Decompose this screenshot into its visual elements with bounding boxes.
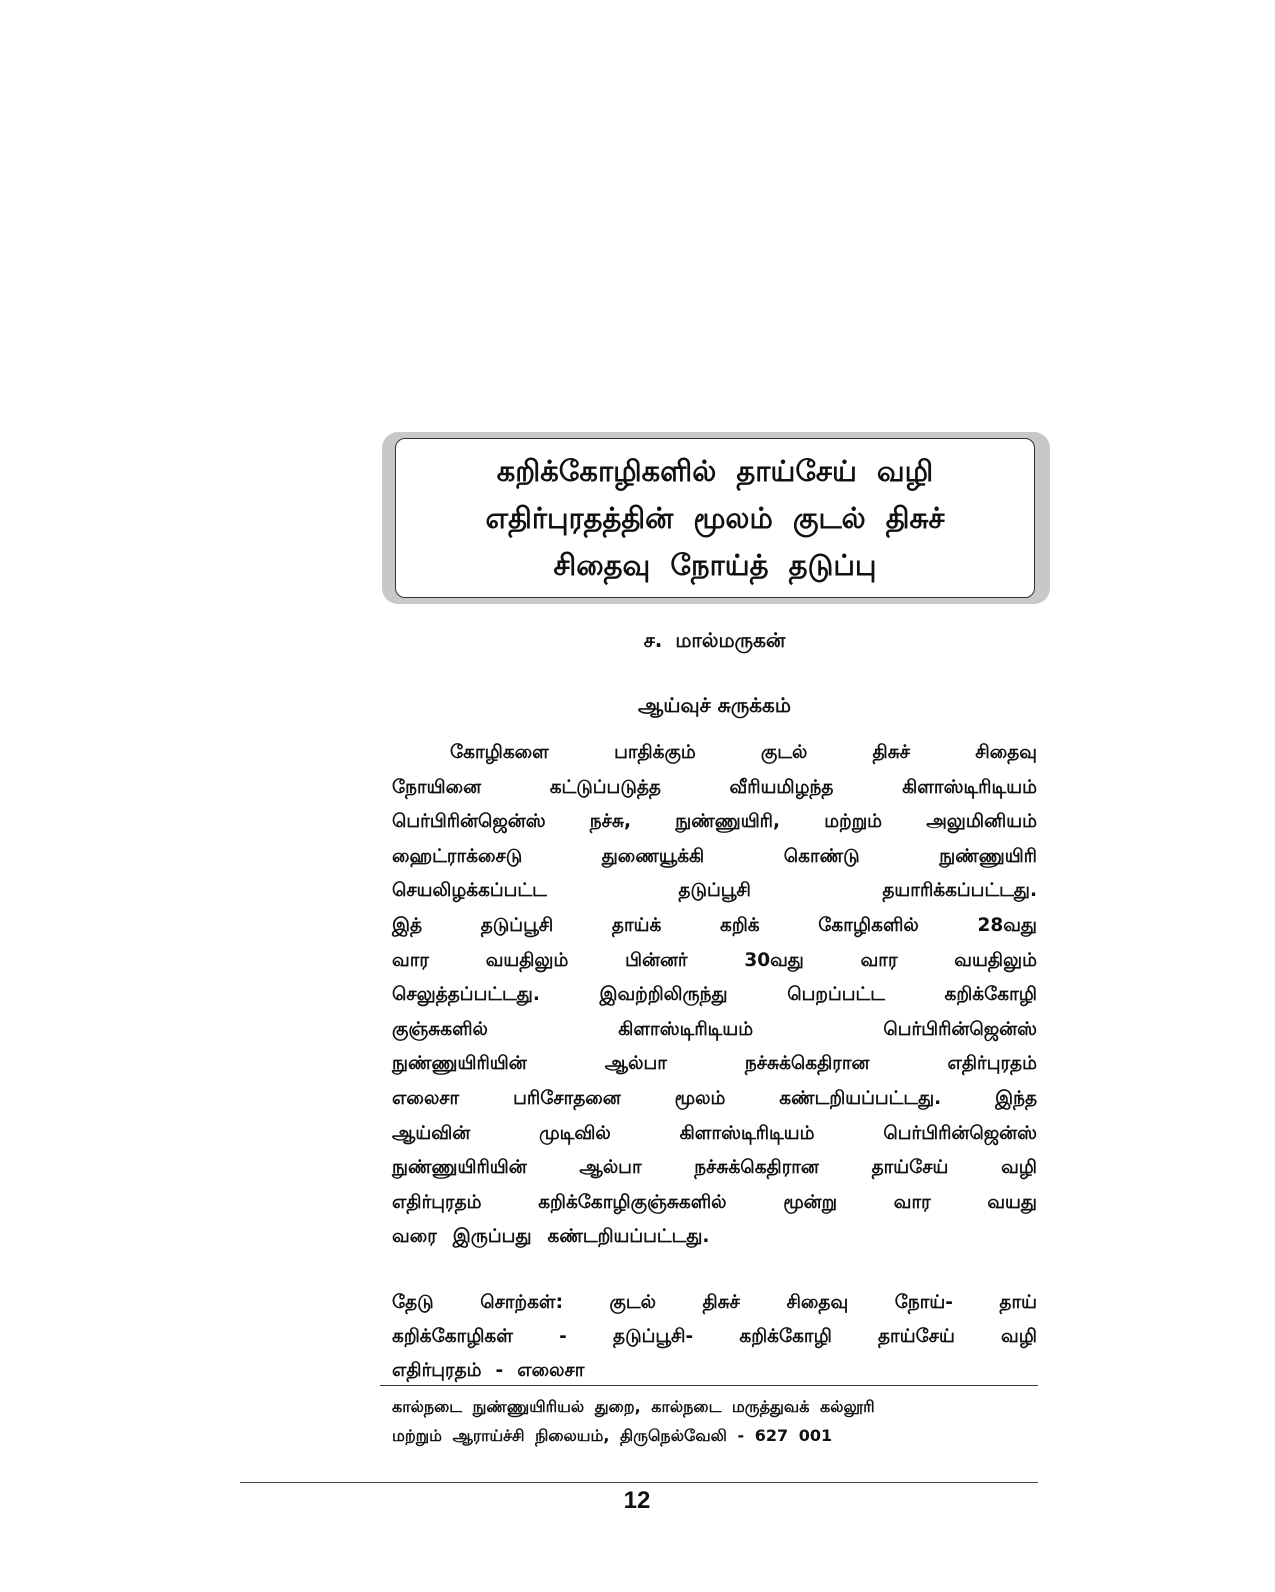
keywords-line	[392, 1354, 1037, 1388]
abstract-word: வயது	[987, 1191, 1037, 1213]
abstract-word: மூலம்	[674, 1087, 726, 1109]
abstract-word: கண்டறியப்பட்டது.	[547, 1226, 710, 1248]
keywords-word: வழி	[1001, 1326, 1037, 1347]
abstract-word: பாதிக்கும்	[614, 742, 696, 763]
affiliation-divider	[380, 1385, 1038, 1386]
title-line-3: சிதைவு நோய்த் தடுப்பு	[553, 547, 877, 582]
keywords-word: நோய்-	[894, 1292, 953, 1313]
abstract-word: கறிக்கோழி	[944, 984, 1037, 1006]
affiliation-line-2: மற்றும் ஆராய்ச்சி நிலையம், திருநெல்வேலி - 627 001	[392, 1426, 833, 1445]
abstract-word: 30வது	[744, 949, 804, 971]
abstract-word: கொண்டு	[783, 845, 860, 867]
abstract-word: நச்சுக்கெதிரான	[744, 1053, 870, 1075]
abstract-word: கறிக்	[720, 914, 760, 936]
title-line-1: கறிக்கோழிகளில் தாய்சேய் வழி	[496, 453, 934, 488]
abstract-line	[392, 1151, 1037, 1186]
abstract-word: தடுப்பூசி	[678, 880, 751, 902]
abstract-word: எதிர்புரதம்	[392, 1191, 482, 1213]
abstract-word: வார	[893, 1191, 931, 1213]
abstract-word: பெறப்பட்ட	[787, 984, 885, 1006]
abstract-word: கண்டறியப்பட்டது.	[779, 1087, 942, 1109]
abstract-word: ஆல்பா	[604, 1053, 667, 1075]
abstract-word: நோயினை	[392, 776, 482, 798]
abstract-word: இத்	[392, 914, 423, 936]
abstract-word: செலுத்தப்பட்டது.	[392, 984, 540, 1006]
page-number: 12	[623, 1487, 651, 1514]
abstract-word: இந்த	[995, 1087, 1037, 1109]
abstract-word: வழி	[1001, 1157, 1037, 1179]
abstract-line	[392, 805, 1037, 840]
abstract-word: 28வது	[977, 914, 1037, 936]
abstract-line	[392, 1220, 1037, 1255]
abstract-word: நச்சு,	[589, 811, 632, 833]
abstract-word: துணையூக்கி	[601, 845, 705, 867]
keywords-word: -	[495, 1360, 504, 1381]
abstract-word: நுண்ணுயிரி,	[675, 811, 781, 833]
abstract-word: எலைசா	[392, 1087, 460, 1109]
abstract-word: கிளாஸ்டிரிடியம்	[902, 776, 1037, 798]
keywords-word: எதிர்புரதம்	[392, 1360, 482, 1381]
abstract-word: பெர்பிரின்ஜென்ஸ்	[883, 1018, 1037, 1040]
abstract-line	[392, 909, 1037, 944]
abstract-word: வார	[860, 949, 898, 971]
abstract-word: திசுச்	[872, 742, 911, 763]
affiliation	[392, 1392, 1037, 1450]
abstract-line	[392, 1186, 1037, 1221]
abstract-word: நுண்ணுயிரியின்	[392, 1157, 527, 1179]
title-box	[395, 438, 1035, 598]
abstract-body	[392, 736, 1037, 1255]
abstract-line	[392, 1117, 1037, 1152]
abstract-word: தாய்க்	[611, 914, 662, 936]
keywords-word: தேடு	[392, 1292, 434, 1313]
abstract-word: தாய்சேய்	[871, 1157, 949, 1179]
abstract-line	[392, 874, 1037, 909]
abstract-line	[392, 840, 1037, 875]
abstract-word: நச்சுக்கெதிரான	[694, 1157, 819, 1179]
abstract-line	[392, 978, 1037, 1013]
abstract-word: வார	[392, 949, 429, 971]
abstract-word: ஆய்வின்	[392, 1122, 471, 1144]
author-name: ச. மால்மருகன்	[643, 628, 786, 652]
abstract-word: ஹைட்ராக்சைடு	[392, 845, 523, 867]
title-line-2: எதிர்புரதத்தின் மூலம் குடல் திசுச்	[485, 500, 945, 535]
keywords	[392, 1286, 1037, 1388]
abstract-word: குடல்	[760, 742, 808, 763]
abstract-line	[392, 736, 1037, 771]
abstract-line	[392, 1013, 1037, 1048]
abstract-word: இருப்பது	[452, 1226, 532, 1248]
abstract-word: பெர்பிரின்ஜென்ஸ்	[883, 1122, 1037, 1144]
abstract-word: கட்டுப்படுத்த	[549, 776, 661, 798]
abstract-word: பெர்பிரின்ஜென்ஸ்	[392, 811, 546, 833]
keywords-word: கறிக்கோழிகள்	[392, 1326, 513, 1347]
abstract-line	[392, 1047, 1037, 1082]
abstract-word: ஆல்பா	[579, 1157, 642, 1179]
abstract-word: கிளாஸ்டிரிடியம்	[618, 1018, 754, 1040]
abstract-word: வீரியமிழந்த	[729, 776, 834, 798]
keywords-word: திசுச்	[702, 1292, 740, 1313]
abstract-word: வரை	[392, 1226, 437, 1248]
abstract-word: நுண்ணுயிரி	[939, 845, 1037, 867]
abstract-line	[392, 1082, 1037, 1117]
footer-divider	[240, 1482, 1038, 1483]
abstract-line	[392, 944, 1037, 979]
keywords-word: -	[559, 1326, 567, 1347]
keywords-word: சிதைவு	[786, 1292, 849, 1313]
abstract-word: குஞ்சுகளில்	[392, 1018, 488, 1040]
abstract-word: கோழிகளில்	[818, 914, 919, 936]
abstract-word: நுண்ணுயிரியின்	[392, 1053, 527, 1075]
keywords-word: சொற்கள்:	[480, 1292, 564, 1313]
keywords-word: எலைசா	[517, 1360, 585, 1381]
abstract-word: அலுமினியம்	[926, 811, 1037, 833]
abstract-word: பரிசோதனை	[513, 1087, 621, 1109]
keywords-word: தாய்சேய்	[878, 1326, 955, 1347]
keywords-word: கறிக்கோழி	[739, 1326, 832, 1347]
abstract-word: சிதைவு	[975, 742, 1037, 763]
abstract-word: செயலிழக்கப்பட்ட	[392, 880, 547, 902]
abstract-line	[392, 771, 1037, 806]
abstract-word: மற்றும்	[824, 811, 883, 833]
abstract-word: முடிவில்	[539, 1122, 611, 1144]
abstract-word: பின்னர்	[625, 949, 688, 971]
abstract-word: எதிர்புரதம்	[947, 1053, 1037, 1075]
abstract-word: தயாரிக்கப்பட்டது.	[882, 880, 1037, 902]
keywords-line	[392, 1286, 1037, 1320]
abstract-word: மூன்று	[783, 1191, 838, 1213]
abstract-heading: ஆய்வுச் சுருக்கம்	[638, 693, 791, 717]
abstract-word: வயதிலும்	[485, 949, 569, 971]
keywords-word: தாய்	[999, 1292, 1037, 1313]
abstract-word: இவற்றிலிருந்து	[599, 984, 728, 1006]
keywords-word: தடுப்பூசி-	[613, 1326, 694, 1347]
abstract-word: கறிக்கோழிகுஞ்சுகளில்	[538, 1191, 727, 1213]
abstract-word: தடுப்பூசி	[480, 914, 554, 936]
keywords-word: குடல்	[609, 1292, 656, 1313]
keywords-line	[392, 1320, 1037, 1354]
affiliation-line-1: கால்நடை நுண்ணுயிரியல் துறை, கால்நடை மருத்துவக் கல்லூரி	[392, 1397, 875, 1416]
abstract-word: கோழிகளை	[450, 742, 549, 763]
abstract-word: கிளாஸ்டிரிடியம்	[679, 1122, 815, 1144]
abstract-word: வயதிலும்	[954, 949, 1037, 971]
